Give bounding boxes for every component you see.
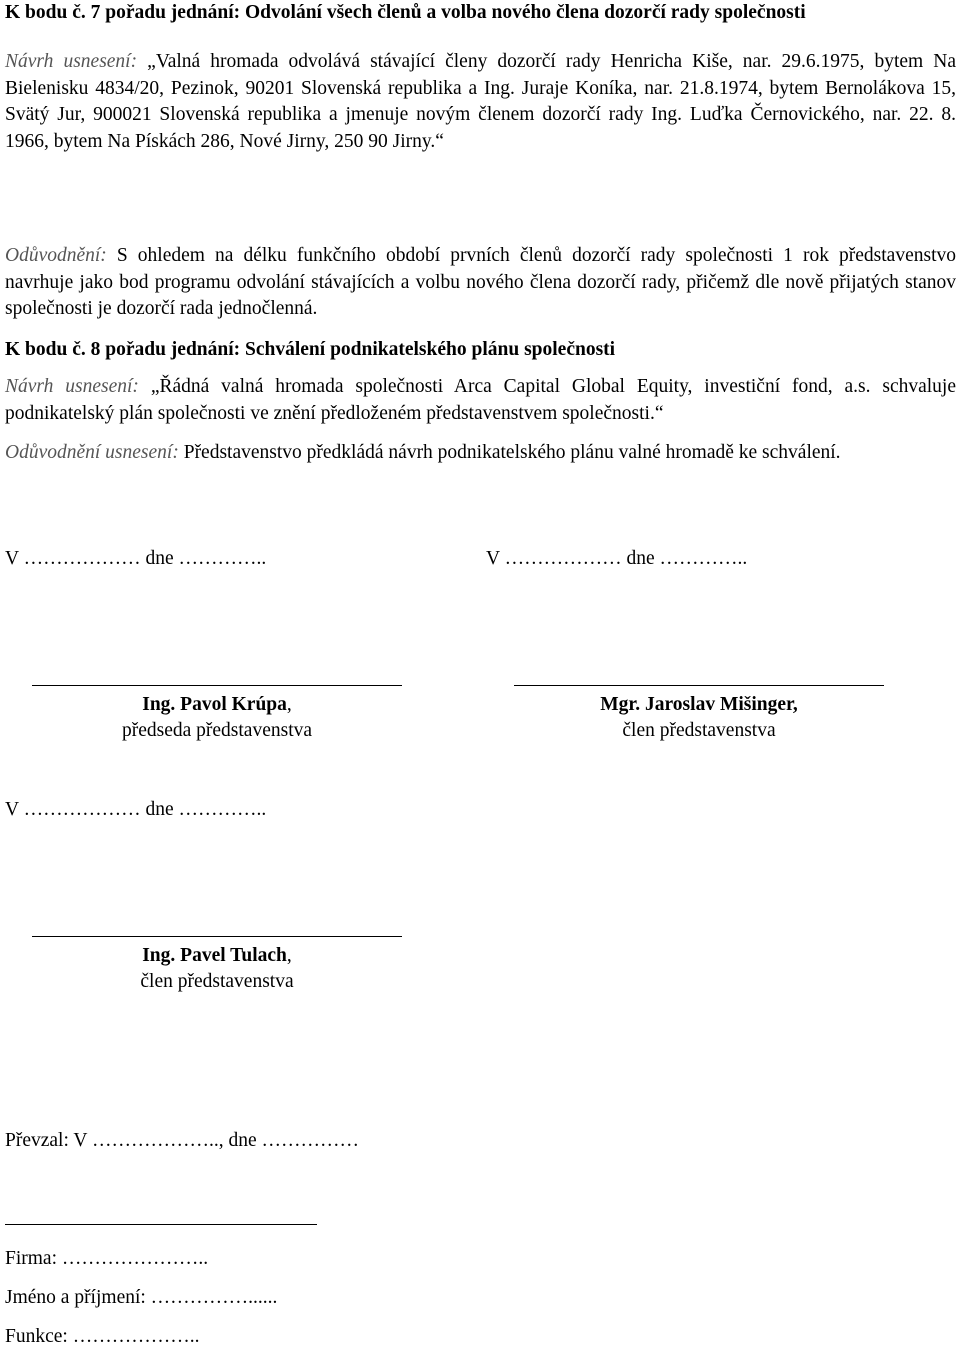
receipt-firm: Firma: ………………….. [5,1248,209,1269]
item7-proposal-text: „Valná hromada odvolává stávající členy dozorčí rady Henricha Kiše, nar. 29.6.1975, bytem Na Bielenisku 4834/20, Pezinok, 90201 Slovenská republika a Ing. Juraje Koníka, nar. 21.8.1974, bytem Bernolákova 15, Svätý Jur, 900021 Slovenská republika a jmenuje novým členem dozorčí rady Ing. Luďka Černovického, nar. 22. 8. 1966, bytem Na Pískách 286, Nové Jirny, 250 90 Jirny.“ [5,51,956,152]
signer-3-name-suffix: , [286,945,292,966]
item8-reason-label: Odůvodnění usnesení: [5,442,179,463]
signer-3-name [32,943,402,969]
item8-proposal-label: Návrh usnesení: [5,376,139,397]
item8-proposal-text: „Řádná valná hromada společnosti Arca Capital Global Equity, investiční fond, a.s. schvaluje podnikatelský plán společnosti ve znění předloženém představenstvem společnosti.“ [5,376,957,424]
item7-proposal [5,49,956,155]
place-date-left: V ……………… dne ………….. [5,548,267,569]
item7-reason-label: Odůvodnění: [5,245,107,266]
signer-2-role: člen představenstva [622,720,776,741]
item8-heading: K bodu č. 8 pořadu jednání: Schválení podnikatelského plánu společnosti [5,339,616,360]
signer-2-name [514,692,884,718]
signature-line-2 [514,685,884,686]
signature-line-3 [32,936,402,937]
receipt-name: Jméno a příjmení: ……………...... [5,1287,278,1308]
signer-3-name-text: Ing. Pavel Tulach [142,945,287,966]
place-date-right: V ……………… dne ………….. [486,548,748,569]
item7-reason [5,243,956,323]
item7-reason-text: S ohledem na délku funkčního období prvních členů dozorčí rady společnosti 1 rok představenstvo navrhuje jako bod programu odvolání stávajících a volbu nového člena dozorčí rady, přičemž dle nově přijatých stanov společnosti je dozorčí rada jednočlenná. [5,245,956,319]
signer-1-name [32,692,402,718]
signature-line-1 [32,685,402,686]
item7-heading: K bodu č. 7 pořadu jednání: Odvolání všech členů a volba nového člena dozorčí rady společnosti [5,2,806,23]
item8-reason [5,440,956,467]
item8-proposal [5,374,956,427]
signer-2-name-text: Mgr. Jaroslav Mišinger, [600,694,798,715]
signer-1-name-suffix: , [286,694,292,715]
place-date-third: V ……………… dne ………….. [5,799,267,820]
receipt-signature-line [5,1224,317,1225]
signer-1-name-text: Ing. Pavol Krúpa [142,694,287,715]
receipt-received: Převzal: V ……………….., dne …………… [5,1130,360,1151]
signer-3-role: člen představenstva [140,971,294,992]
item7-proposal-label: Návrh usnesení: [5,51,138,72]
receipt-function: Funkce: ……………….. [5,1326,200,1347]
item8-reason-text: Představenstvo předkládá návrh podnikatelského plánu valné hromadě ke schválení. [178,442,841,463]
signer-1-role: předseda představenstva [121,720,313,741]
